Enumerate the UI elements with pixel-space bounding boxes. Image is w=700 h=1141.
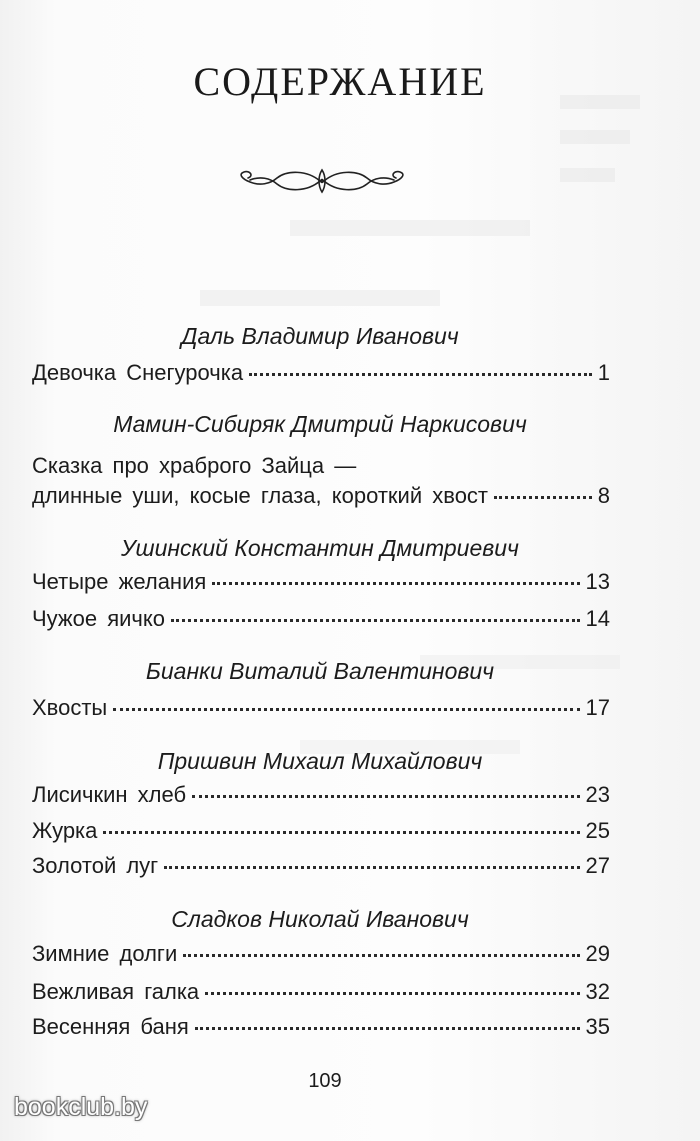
toc-entry-title: Зимние долги [32,941,178,966]
toc-entry[interactable] [32,782,610,812]
toc-leader-dots [195,1027,580,1030]
toc-entry-title: Четыре желания [32,569,207,594]
toc-entry-title: Хвосты [32,695,108,720]
toc-entry-page: 23 [585,782,610,807]
toc-entry[interactable] [32,979,610,1009]
toc-entry-page: 32 [585,979,610,1004]
toc-entry-page: 1 [597,360,610,385]
toc-leader-dots [171,619,580,622]
toc-entry-page: 17 [585,695,610,720]
toc-leader-dots [494,496,592,499]
page-title: СОДЕРЖАНИЕ [193,59,487,104]
toc-entry[interactable] [32,483,610,513]
toc-entry-title: Золотой луг [32,853,159,878]
toc-entry[interactable] [32,606,610,636]
toc-entry[interactable] [32,853,610,883]
bleed-through-mark [560,130,630,144]
bleed-through-mark [290,220,530,236]
toc-entry[interactable] [32,360,610,390]
toc-entry-title: Вежливая галка [32,979,200,1004]
toc-leader-dots [164,866,579,869]
toc-leader-dots [192,795,579,798]
toc-leader-dots [103,831,579,834]
bleed-through-mark [200,290,440,306]
toc-leader-dots [249,373,592,376]
toc-entry-title: Чужое яичко [32,606,165,631]
toc-author-heading: Пришвин Михаил Михайлович [157,748,483,774]
toc-author-heading: Мамин-Сибиряк Дмитрий Наркисович [113,411,527,437]
toc-leader-dots [212,582,579,585]
toc-entry-title-line1[interactable]: Сказка про храброго Зайца — [32,453,357,478]
toc-entry-title: Журка [32,818,98,843]
toc-entry-page: 14 [585,606,610,631]
toc-entry[interactable] [32,695,610,725]
toc-entry-page: 25 [585,818,610,843]
toc-entry[interactable] [32,941,610,971]
toc-author-heading: Даль Владимир Иванович [181,323,459,349]
toc-author-heading: Бианки Виталий Валентинович [145,658,495,684]
toc-leader-dots [205,992,579,995]
toc-entry[interactable] [32,1014,610,1044]
toc-entry-title: Весенняя баня [32,1014,189,1039]
toc-entry[interactable] [32,818,610,848]
toc-entry-page: 8 [597,483,610,508]
toc-entry-page: 35 [585,1014,610,1039]
bleed-through-mark [560,168,615,182]
page-number: 109 [308,1070,342,1092]
toc-entry-title: длинные уши, косые глаза, короткий хвост [32,483,489,508]
toc-author-heading: Сладков Николай Иванович [171,906,469,932]
toc-entry-title: Девочка Снегурочка [32,360,244,385]
toc-entry-page: 13 [585,569,610,594]
toc-entry[interactable] [32,569,610,599]
toc-entry-page: 27 [585,853,610,878]
toc-entry-page: 29 [585,941,610,966]
toc-leader-dots [183,954,579,957]
toc-entry-title: Лисичкин хлеб [32,782,187,807]
watermark: bookclub.by [14,1093,148,1121]
toc-author-heading: Ушинский Константин Дмитриевич [121,535,519,561]
ornament-divider-icon [232,166,412,196]
toc-leader-dots [113,708,579,711]
